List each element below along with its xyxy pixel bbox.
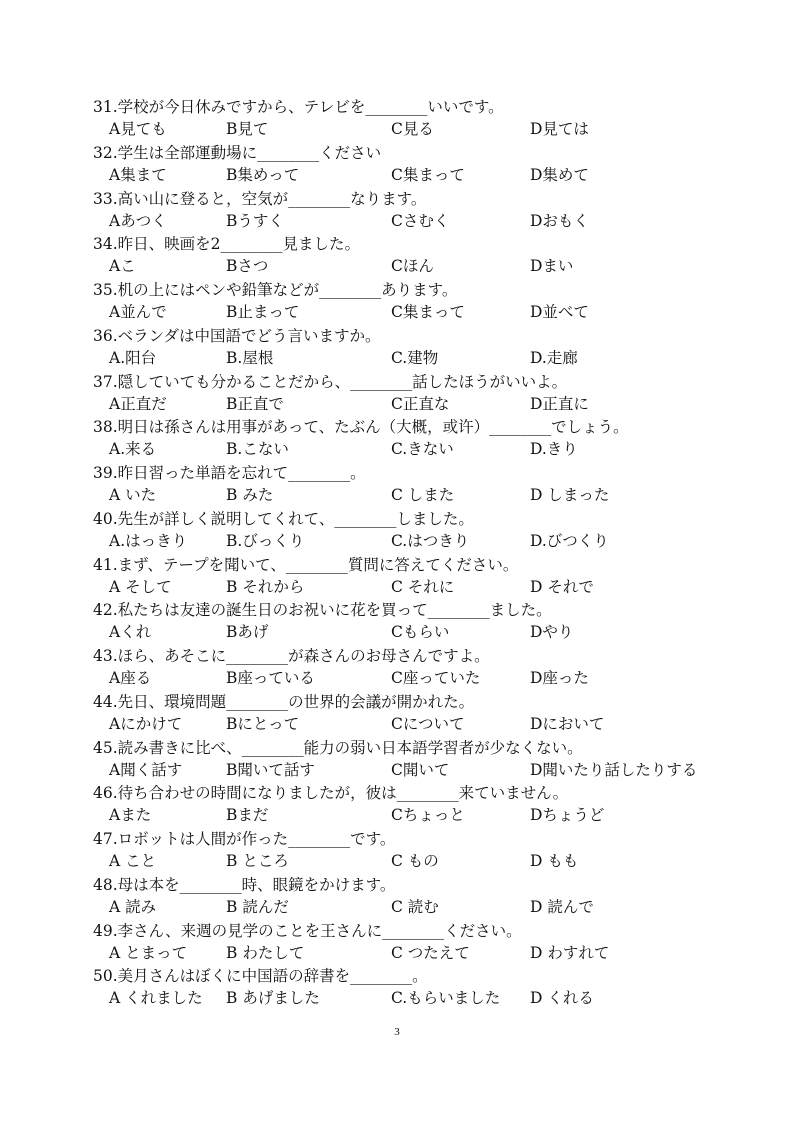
question-item — [93, 325, 733, 371]
answer-option-c: C集まって — [391, 165, 465, 184]
question-stem: 50.美月さんはぼくに中国語の辞書を________。 — [93, 967, 428, 986]
answer-option-a: Aにかけて — [109, 714, 183, 733]
question-stem: 33.高い山に登ると，空気が________なります。 — [93, 189, 427, 208]
answer-option-a: A 読み — [109, 897, 157, 916]
answer-option-c: C聞いて — [391, 760, 450, 779]
question-item — [93, 599, 733, 645]
question-stem: 40.先生が詳しく説明してくれて、________しました。 — [93, 509, 474, 528]
answer-options — [93, 484, 733, 507]
question-stem: 43.ほら、あそこに________が森さんのお母さんですよ。 — [93, 647, 490, 665]
answer-option-b: B止まって — [226, 303, 300, 321]
question-stem: 31.学校が今日休みですから、テレビを________いいです。 — [93, 98, 504, 116]
question-item — [93, 965, 733, 1011]
answer-option-d: D見ては — [530, 120, 589, 138]
answer-option-b: B わたして — [226, 943, 305, 962]
answer-option-a: A正直だ — [109, 394, 167, 413]
answer-option-b: B あげました — [226, 989, 320, 1008]
answer-option-d: D くれる — [530, 989, 594, 1008]
answer-option-b: B.屋根 — [226, 348, 274, 367]
answer-option-a: Aくれ — [109, 623, 152, 642]
answer-option-b: Bうすく — [226, 211, 284, 230]
answer-option-d: D座った — [530, 669, 589, 687]
answer-option-c: C 読む — [391, 897, 439, 916]
answer-option-d: D.きり — [530, 440, 578, 459]
answer-option-c: Cについて — [391, 714, 465, 733]
answer-option-c: C正直な — [391, 394, 450, 413]
answer-option-b: B座っている — [226, 669, 315, 687]
question-item — [93, 416, 733, 462]
answer-options — [93, 530, 733, 553]
answer-option-c: C しまた — [391, 486, 455, 504]
answer-option-a: A いた — [109, 486, 157, 504]
answer-option-b: B.びっくり — [226, 531, 305, 550]
question-stem: 34.昨日、映画を2________見ました。 — [93, 235, 361, 254]
question-item — [93, 462, 733, 508]
answer-options — [93, 850, 733, 873]
answer-option-d: D しまった — [530, 486, 610, 504]
answer-option-b: Bまだ — [226, 806, 269, 825]
answer-option-a: A.はっきり — [109, 531, 188, 550]
question-stem: 46.待ち合わせの時間になりましたが，彼は________来ていません。 — [93, 784, 569, 803]
answer-option-c: Cちょっと — [391, 806, 465, 825]
answer-option-b: Bにとって — [226, 714, 300, 733]
answer-option-d: D もも — [530, 852, 579, 870]
question-item — [93, 508, 733, 554]
answer-options — [93, 621, 733, 644]
question-item — [93, 782, 733, 828]
answer-option-a: A くれました — [109, 989, 203, 1008]
answer-options — [93, 347, 733, 370]
answer-options — [93, 759, 733, 782]
answer-option-c: C.はつきり — [391, 531, 470, 550]
answer-options — [93, 118, 733, 141]
answer-options — [93, 393, 733, 416]
answer-option-c: Cほん — [391, 257, 434, 276]
answer-option-b: Bさつ — [226, 257, 269, 276]
answer-option-c: C集まって — [391, 303, 465, 321]
question-item — [93, 142, 733, 188]
question-item — [93, 233, 733, 279]
answer-option-d: D わすれて — [530, 943, 610, 962]
answer-option-d: D.びつくり — [530, 531, 609, 550]
answer-option-a: A聞く話す — [109, 760, 183, 779]
answer-option-c: C座っていた — [391, 669, 481, 687]
answer-option-a: Aこ — [109, 257, 136, 276]
answer-option-d: Dにおいて — [530, 714, 605, 733]
question-item — [93, 645, 733, 691]
answer-option-c: C.建物 — [391, 348, 439, 367]
answer-option-d: Dちょうど — [530, 806, 605, 825]
answer-options — [93, 942, 733, 965]
answer-option-b: B見て — [226, 120, 269, 138]
answer-option-c: Cもらい — [391, 623, 450, 642]
answer-option-b: B それから — [226, 577, 305, 596]
question-item — [93, 371, 733, 417]
answer-options — [93, 576, 733, 599]
answer-options — [93, 896, 733, 919]
answer-option-c: Cさむく — [391, 211, 450, 230]
answer-option-a: A.阳台 — [109, 348, 157, 367]
question-stem: 32.学生は全部運動場に________ください — [93, 143, 382, 162]
answer-option-b: B正直で — [226, 394, 284, 413]
answer-option-d: D正直に — [530, 394, 589, 413]
answer-option-c: C もの — [391, 852, 439, 870]
question-stem: 39.昨日習った単語を忘れて________。 — [93, 464, 366, 482]
question-stem: 36.ベランダは中国語でどう言いますか。 — [93, 326, 381, 345]
answer-option-c: C.もらいました — [391, 989, 501, 1008]
answer-option-c: C それに — [391, 577, 455, 596]
question-list — [93, 96, 733, 1011]
question-stem: 45.読み書きに比べ、________能力の弱い日本語学習者が少なくない。 — [93, 738, 583, 757]
answer-option-d: Dおもく — [530, 211, 589, 230]
answer-option-a: A集まて — [109, 165, 167, 184]
question-stem: 47.ロボットは人間が作った________です。 — [93, 830, 396, 848]
question-item — [93, 691, 733, 737]
page-number: 3 — [394, 1026, 400, 1038]
answer-option-b: B ところ — [226, 852, 289, 870]
question-item — [93, 920, 733, 966]
question-item — [93, 96, 733, 142]
answer-option-a: A見ても — [109, 120, 167, 138]
question-item — [93, 828, 733, 874]
question-stem: 49.李さん、来週の見学のことを王さんに________ください。 — [93, 921, 522, 940]
answer-option-a: A.来る — [109, 440, 157, 459]
answer-option-d: Dまい — [530, 257, 574, 276]
answer-option-d: D並べて — [530, 303, 589, 321]
question-stem: 41.まず、テープを聞いて、________質問に答えてください。 — [93, 555, 519, 574]
question-stem: 38.明日は孫さんは用事があって、たぶん（大概，或许）________でしょう。 — [93, 418, 629, 437]
answer-option-d: D集めて — [530, 165, 589, 184]
answer-options — [93, 713, 733, 736]
answer-option-d: D 読んで — [530, 897, 594, 916]
answer-options — [93, 987, 733, 1010]
answer-option-d: Dやり — [530, 623, 574, 642]
answer-option-a: A こと — [109, 852, 157, 870]
answer-option-d: D聞いたり話したりする — [530, 760, 698, 779]
answer-option-b: B聞いて話す — [226, 760, 315, 779]
answer-option-a: A座る — [109, 669, 152, 687]
answer-options — [93, 255, 733, 278]
question-stem: 42.私たちは友達の誕生日のお祝いに花を買って________ました。 — [93, 601, 552, 620]
answer-option-c: C つたえて — [391, 943, 470, 962]
answer-option-b: B 読んだ — [226, 897, 289, 916]
answer-option-a: A とまって — [109, 943, 188, 962]
question-item — [93, 188, 733, 234]
question-item — [93, 554, 733, 600]
answer-options — [93, 210, 733, 233]
answer-options — [93, 438, 733, 461]
answer-option-b: B みた — [226, 486, 274, 504]
question-stem: 44.先日、環境問題________の世界的会議が開かれた。 — [93, 692, 475, 711]
question-stem: 35.机の上にはペンや鉛筆などが________あります。 — [93, 281, 458, 299]
answer-option-b: Bあげ — [226, 623, 269, 642]
question-item — [93, 874, 733, 920]
answer-option-c: C.きない — [391, 440, 454, 459]
question-item — [93, 737, 733, 783]
answer-option-a: Aあつく — [109, 211, 167, 230]
answer-options — [93, 667, 733, 690]
question-item — [93, 279, 733, 325]
answer-option-a: A並んで — [109, 303, 167, 321]
answer-option-a: A そして — [109, 577, 172, 596]
answer-options — [93, 301, 733, 324]
answer-options — [93, 804, 733, 827]
answer-option-d: D.走廊 — [530, 348, 578, 367]
answer-option-d: D それで — [530, 577, 594, 596]
answer-options — [93, 164, 733, 187]
question-stem: 37.隠していても分かることだから、________話したほうがいいよ。 — [93, 372, 568, 391]
answer-option-b: B.こない — [226, 440, 289, 459]
question-stem: 48.母は本を________時、眼鏡をかけます。 — [93, 875, 396, 894]
answer-option-c: C見る — [391, 120, 434, 138]
answer-option-a: Aまた — [109, 806, 152, 825]
answer-option-b: B集めって — [226, 165, 300, 184]
